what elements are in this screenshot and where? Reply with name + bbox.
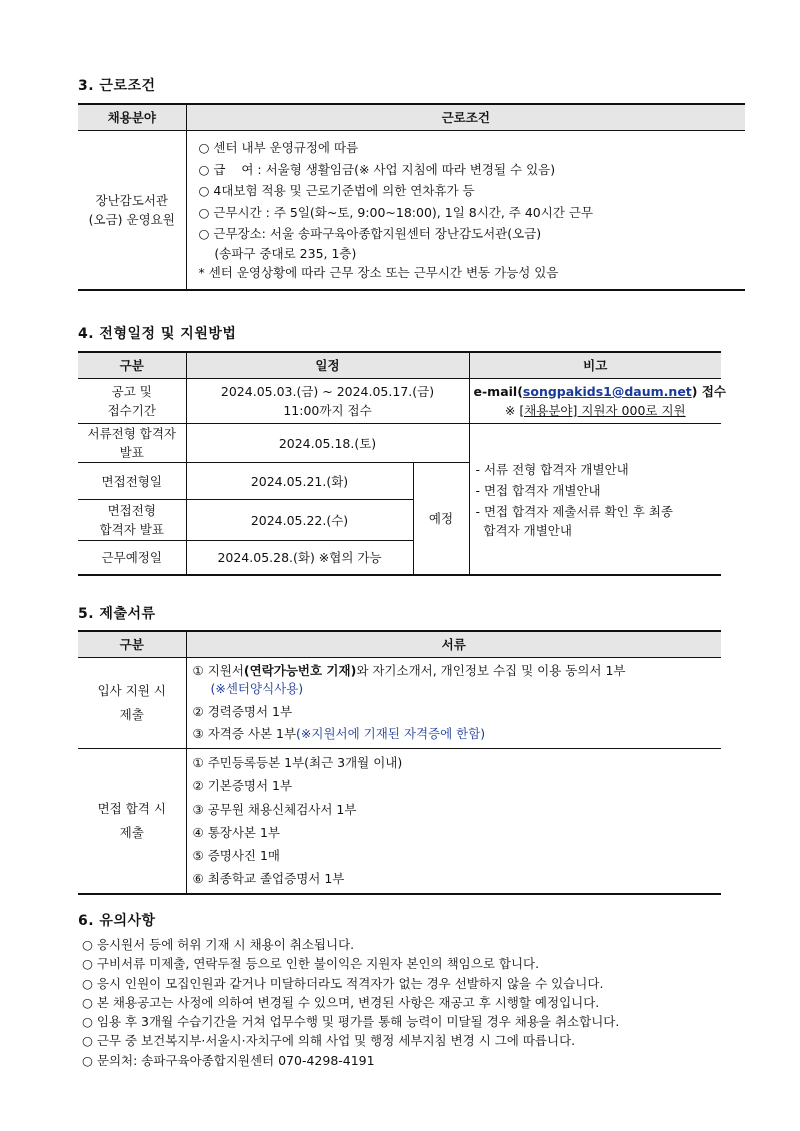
section-5-title: 5. 제출서류 [78,606,156,622]
condition-line: ○ 급 여 : 서울형 생활임금(※ 사업 지침에 따라 변경될 수 있음) [198,161,556,177]
header-schedule: 일정 [186,352,469,379]
header-remarks: 비고 [469,352,721,379]
document-item [193,867,716,890]
item-number: ④ [192,824,204,840]
item-number: ⑤ [192,848,204,864]
document-item [193,751,716,774]
schedule-label: 면접전형일 [78,463,186,500]
group-label [78,749,186,894]
document-item [193,701,716,723]
remarks-cell [469,424,721,576]
label-line: 발표 [119,445,144,460]
schedule-date: 2024.05.18.(토) [186,424,469,463]
label-line: 제출 [119,824,144,840]
schedule-date: 2024.05.28.(화) ※협의 가능 [186,541,413,576]
item-number: ③ [192,726,204,741]
group-label [78,658,186,749]
remark-line: - 서류 전형 합격자 개별안내 [475,462,629,477]
item-text: 증명사진 1매 [203,848,280,864]
item-number: ① [192,663,204,678]
condition-line: (송파구 중대로 235, 1층) [198,245,357,261]
note-item: ○ 응시원서 등에 허위 기재 시 채용이 취소됩니다. [82,937,355,952]
email-link[interactable]: songpakids1@daum.net [522,384,692,399]
label-line: 면접 합격 시 [97,800,166,816]
item-text: 주민등록등본 1부(최근 3개월 이내) [203,755,403,770]
document-item [193,821,716,844]
email-note-text: [채용분야] 지원자 000로 지원 [519,403,686,418]
documents-table [78,630,721,895]
section-4-title: 4. 전형일정 및 지원방법 [78,326,237,342]
note-item: ○ 근무 중 보건복지부·서울시·자치구에 의해 사업 및 행정 세부지침 변경 시 그에 따릅니다. [82,1033,576,1049]
label-line: 제출 [119,707,144,722]
note-item: ○ 본 채용공고는 사정에 의하여 변경될 수 있으며, 변경된 사항은 재공고 후 시행할 예정입니다. [82,994,600,1010]
item-note: (※센터양식사용) [210,681,304,696]
group-items [186,658,721,749]
item-text: 자격증 사본 1부 [203,726,297,741]
field-cell [78,131,186,291]
condition-line: ○ 4대보험 적용 및 근로기준법에 의한 연차휴가 등 [198,183,475,198]
item-bold: (연락가능번호 기재) [243,663,357,678]
email-note [474,401,718,420]
section-3-title: 3. 근로조건 [78,78,156,94]
conditions-cell [186,131,745,291]
note-item: ○ 임용 후 3개월 수습기간을 거쳐 업무수행 및 평가를 통해 능력이 미달될 경우 채용을 취소합니다. [82,1014,620,1030]
schedule-date: 2024.05.21.(화) [186,463,413,500]
condition-line: ○ 센터 내부 운영규정에 따름 [198,140,359,155]
label-line: 면접전형 [107,503,156,518]
group-items [186,749,721,894]
item-rest: 와 자기소개서, 개인정보 수집 및 이용 동의서 1부 [356,663,626,678]
note-item: ○ 구비서류 미제출, 연락두절 등으로 인한 불이익은 지원자 본인의 책임으로 합니다. [82,956,540,972]
document-item [193,723,716,745]
item-number: ① [192,755,204,770]
label-line: 서류전형 합격자 [87,426,176,441]
working-conditions-table [78,103,745,291]
item-text: 통장사본 1부 [203,824,280,840]
email-line [473,382,726,401]
label-line: 입사 지원 시 [97,683,166,698]
schedule-label: 근무예정일 [78,541,186,576]
schedule-label [78,379,186,424]
document-item [193,798,716,821]
note-mark: ※ [504,403,520,418]
document-item [193,661,716,681]
schedule-table [78,351,726,576]
label-line: 접수기간 [107,403,156,418]
item-number: ② [192,704,204,719]
notes-list [82,935,619,1070]
header-category: 구분 [78,352,186,379]
remark-line: - 면접 합격자 제출서류 확인 후 최종 [475,504,673,519]
schedule-label [78,424,186,463]
header-category: 구분 [78,631,186,658]
schedule-label [78,500,186,541]
field-name-line2: (오금) 운영요원 [88,212,175,227]
label-line: 합격자 발표 [99,522,164,537]
date-line: 11:00까지 접수 [283,403,372,418]
schedule-date: 2024.05.22.(수) [186,500,413,541]
header-documents: 서류 [186,631,721,658]
item-text: 지원서 [203,663,244,678]
item-number: ③ [192,801,204,817]
header-field: 채용분야 [78,104,186,131]
email-prefix: e-mail( [473,384,523,399]
label-line: 공고 및 [111,384,152,399]
item-text: 기본증명서 1부 [203,778,293,794]
document-item [193,844,716,867]
email-suffix: ) 접수 [691,384,726,399]
item-text: 경력증명서 1부 [203,704,293,719]
item-number: ⑥ [192,871,204,887]
item-text: 최종학교 졸업증명서 1부 [203,871,345,887]
section-6-title: 6. 유의사항 [78,913,156,929]
note-item: ○ 문의처: 송파구육아종합지원센터 070-4298-4191 [82,1052,375,1068]
remark-line: - 면접 합격자 개별안내 [475,483,601,498]
expected-cell: 예정 [413,463,469,576]
item-number: ② [192,778,204,794]
date-line: 2024.05.03.(금) ~ 2024.05.17.(금) [220,384,435,399]
note-item: ○ 응시 인원이 모집인원과 같거나 미달하더라도 적격자가 없는 경우 선발하지 않을 수 있습니다. [82,975,604,991]
item-text: 공무원 채용신체검사서 1부 [203,801,357,817]
condition-line: * 센터 운영상황에 따라 근무 장소 또는 근무시간 변동 가능성 있음 [198,264,559,280]
header-conditions: 근로조건 [186,104,745,131]
condition-line: ○ 근무시간 : 주 5일(화~토, 9:00~18:00), 1일 8시간, 주 40시간 근무 [198,204,594,220]
field-name-line1: 장난감도서관 [95,193,168,208]
application-method [469,379,726,424]
schedule-date [186,379,469,424]
item-blue-note: (※지원서에 기재된 자격증에 한함) [296,726,486,741]
document-item [193,774,716,797]
condition-line: ○ 근무장소: 서울 송파구육아종합지원센터 장난감도서관(오금) [198,226,542,241]
remark-line: 합격자 개별안내 [475,523,572,538]
